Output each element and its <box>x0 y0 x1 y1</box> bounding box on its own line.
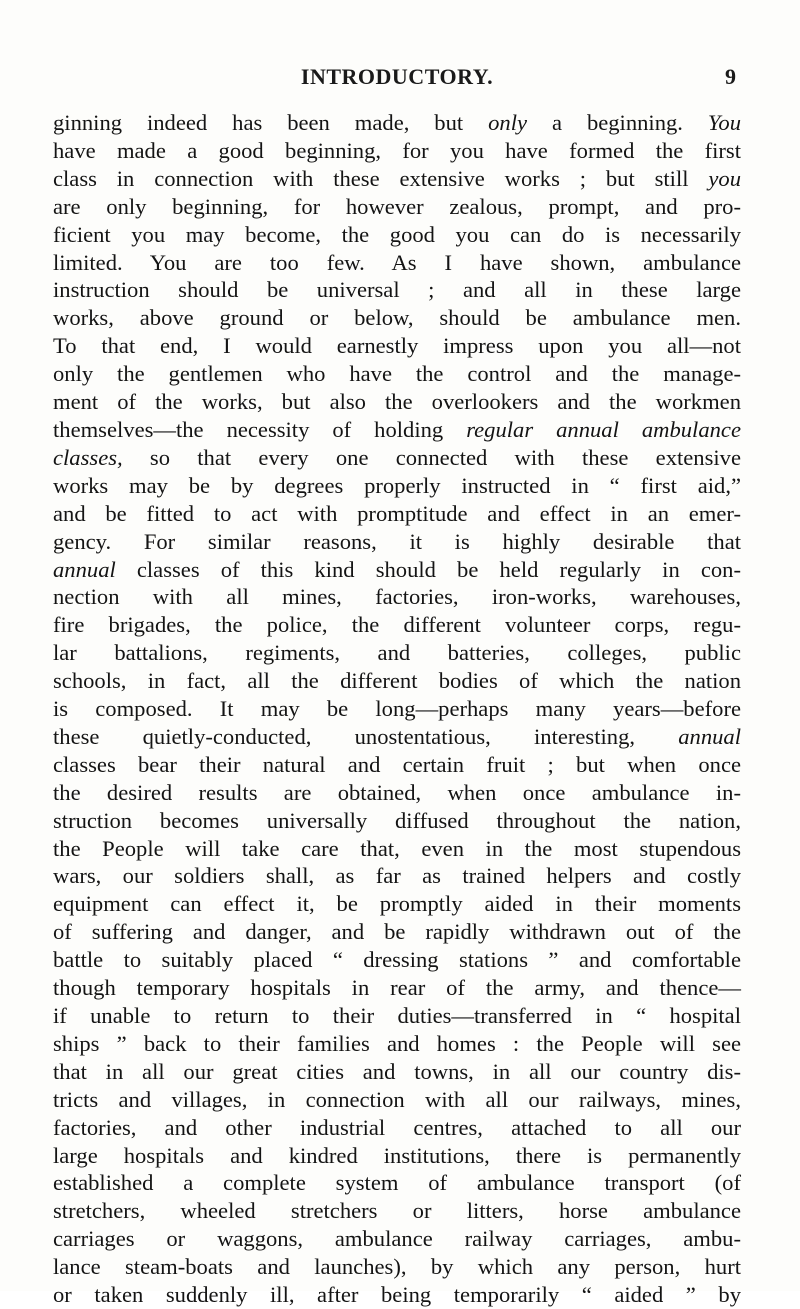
text-line <box>53 1169 741 1197</box>
text-run: lance steam-boats and launches), by which any person, hurt <box>53 1254 741 1280</box>
italic-text: only <box>488 110 528 135</box>
text-run: lar battalions, regiments, and batteries, colleges, public <box>53 640 741 666</box>
text-run: are only beginning, for however zealous, prompt, and pro- <box>53 193 741 219</box>
text-line <box>53 165 741 193</box>
text-run: so that every one connected with these extensive <box>122 444 741 470</box>
text-run: if unable to return to their duties—transferred in “ hospital <box>53 1003 741 1028</box>
text-run: ficient you may become, the good you can do is necessarily <box>53 221 741 247</box>
text-run: carriages or waggons, ambulance railway carriages, ambu- <box>53 1226 741 1252</box>
text-line <box>53 639 741 667</box>
text-run: though temporary hospitals in rear of the army, and thence— <box>53 975 741 1001</box>
text-run: gency. For similar reasons, it is highly desirable that <box>53 528 741 554</box>
text-run: ment of the works, but also the overlookers and the workmen <box>53 389 741 415</box>
text-line <box>53 862 741 890</box>
text-line <box>53 1142 741 1170</box>
text-line <box>53 611 741 639</box>
text-run: equipment can effect it, be promptly aided in their moments <box>53 891 741 917</box>
text-run: stretchers, wheeled stretchers or litters, horse ambulance <box>53 1198 741 1224</box>
text-line <box>53 276 741 304</box>
text-line <box>53 500 741 528</box>
text-line <box>53 695 741 723</box>
text-line <box>53 1253 741 1281</box>
text-run: large hospitals and kindred institutions, there is permanently <box>53 1142 741 1168</box>
text-line <box>53 890 741 918</box>
text-run: ships ” back to their families and homes : the People will see <box>53 1030 741 1056</box>
text-line <box>53 918 741 946</box>
running-head <box>58 64 736 94</box>
text-run: schools, in fact, all the different bodies of which the nation <box>53 668 741 694</box>
text-line <box>53 388 741 416</box>
text-line <box>53 1225 741 1253</box>
text-line <box>53 974 741 1002</box>
text-line <box>53 444 741 472</box>
text-line <box>53 723 741 751</box>
text-line <box>53 332 741 360</box>
text-run: the desired results are obtained, when once ambulance in- <box>53 779 741 805</box>
italic-text: You <box>707 110 741 135</box>
text-line <box>53 1281 741 1309</box>
text-run: that in all our great cities and towns, in all our country dis- <box>53 1058 741 1084</box>
text-line <box>53 946 741 974</box>
page-number: 9 <box>725 64 736 89</box>
text-line <box>53 667 741 695</box>
text-run: classes bear their natural and certain fruit ; but when once <box>53 751 741 777</box>
text-run: of suffering and danger, and be rapidly withdrawn out of the <box>53 919 741 945</box>
text-run: established a complete system of ambulance transport (of <box>53 1170 741 1196</box>
text-line <box>53 1002 741 1030</box>
text-run: limited. You are too few. As I have shown, ambulance <box>53 249 741 275</box>
text-run: factories, and other industrial centres, attached to all our <box>53 1114 741 1140</box>
text-line <box>53 779 741 807</box>
text-run: instruction should be universal ; and all in these large <box>53 277 741 303</box>
text-run: battle to suitably placed “ dressing stations ” and comfortable <box>53 947 741 973</box>
text-line <box>53 1086 741 1114</box>
italic-text: annual <box>678 723 741 749</box>
text-run: and be fitted to act with promptitude and effect in an emer- <box>53 500 741 526</box>
text-run: wars, our soldiers shall, as far as trained helpers and costly <box>53 863 741 889</box>
text-line <box>53 304 741 332</box>
text-run: classes of this kind should be held regularly in con- <box>115 556 741 582</box>
text-line <box>53 1030 741 1058</box>
italic-text: regular annual ambulance <box>466 416 741 442</box>
italic-text: classes, <box>53 444 123 470</box>
running-title: INTRODUCTORY. <box>300 64 494 89</box>
text-line <box>53 109 741 137</box>
text-line <box>53 1114 741 1142</box>
body-paragraph <box>53 109 741 1309</box>
text-run: these quietly-conducted, unostentatious, interesting, <box>53 723 679 749</box>
text-run: To that end, I would earnestly impress upon you all—not <box>53 333 741 359</box>
text-line <box>53 221 741 249</box>
text-run: themselves—the necessity of holding <box>53 416 467 442</box>
text-run: struction becomes universally diffused throughout the nation, <box>53 807 741 833</box>
text-run: ginning indeed has been made, but <box>53 110 489 135</box>
text-line <box>53 1058 741 1086</box>
text-line <box>53 472 741 500</box>
text-run: works may be by degrees properly instructed in “ first aid,” <box>53 472 741 498</box>
text-line <box>53 360 741 388</box>
text-line <box>53 556 741 584</box>
text-run: fire brigades, the police, the different volunteer corps, regu- <box>53 612 741 638</box>
text-line <box>53 1197 741 1225</box>
text-run: a beginning. <box>527 110 708 135</box>
text-run: tricts and villages, in connection with all our railways, mines, <box>53 1086 741 1112</box>
italic-text: annual <box>53 556 116 582</box>
text-run: works, above ground or below, should be ambulance men. <box>53 305 741 331</box>
text-run: or taken suddenly ill, after being temporarily “ aided ” by <box>53 1282 741 1308</box>
text-line <box>53 835 741 863</box>
text-line <box>53 807 741 835</box>
text-run: class in connection with these extensive works ; but still <box>53 165 709 191</box>
text-line <box>53 528 741 556</box>
text-line <box>53 137 741 165</box>
text-run: the People will take care that, even in the most stupendous <box>53 835 741 861</box>
text-run: nection with all mines, factories, iron-works, warehouses, <box>53 584 741 610</box>
text-line <box>53 751 741 779</box>
italic-text: you <box>708 165 741 191</box>
text-run: only the gentlemen who have the control and the manage- <box>53 361 741 387</box>
text-run: have made a good beginning, for you have formed the first <box>53 137 741 163</box>
text-run: is composed. It may be long—perhaps many years—before <box>53 696 741 722</box>
text-line <box>53 193 741 221</box>
text-line <box>53 249 741 277</box>
text-line <box>53 416 741 444</box>
text-line <box>53 583 741 611</box>
